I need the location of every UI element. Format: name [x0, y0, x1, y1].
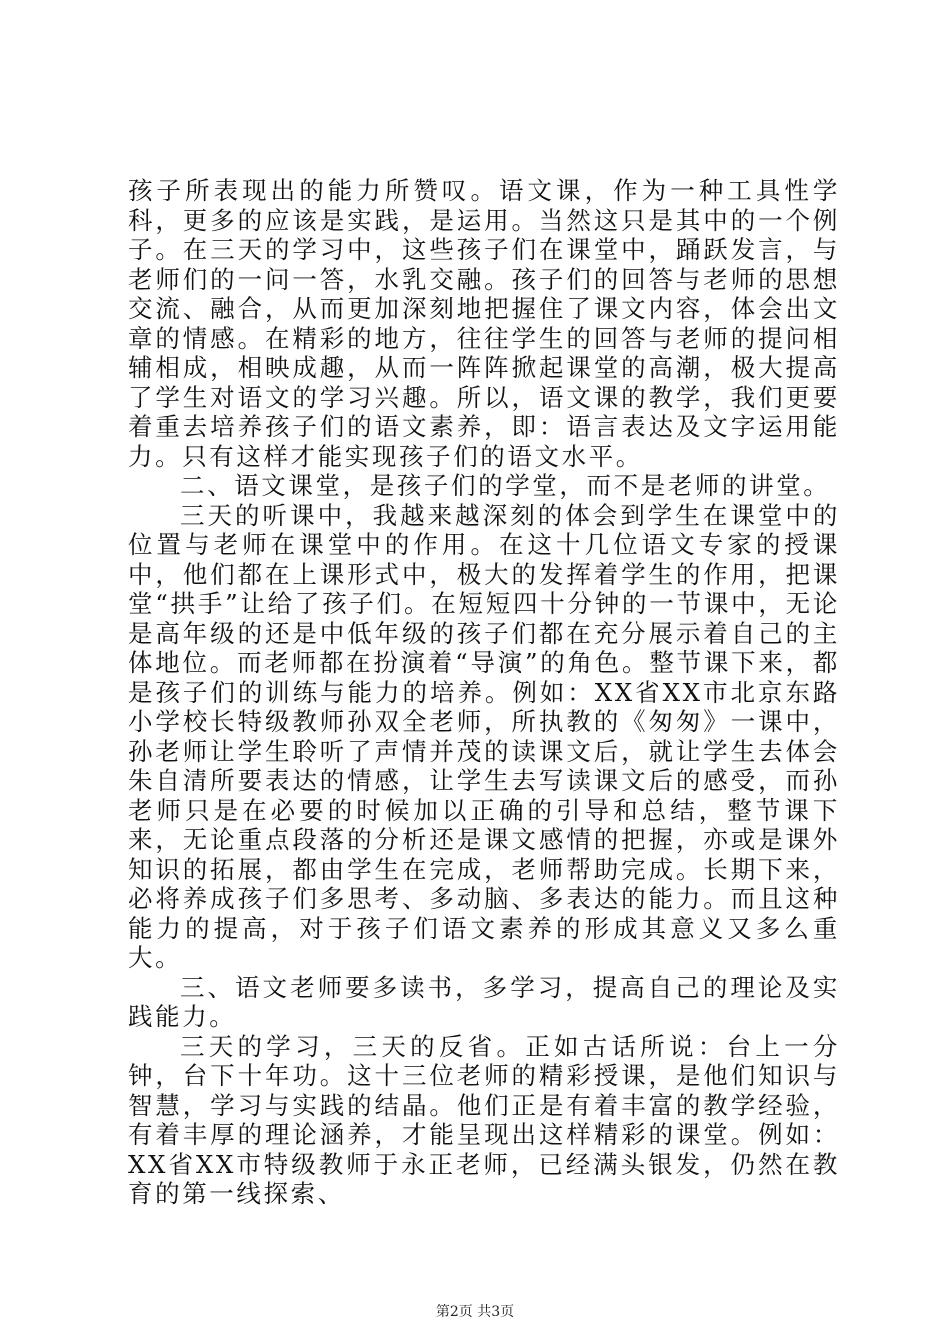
paragraph-continued: 孩子所表现出的能力所赞叹。语文课，作为一种工具性学科，更多的应该是实践，是运用。当然这只是其中的一个例子。在三天的学习中，这些孩子们在课堂中，踊跃发言，与老师们的一问一答，水乳交融。孩子们的回答与老师的思想交流、融合，从而更加深刻地把握住了课文内容，体会出文章的情感。在精彩的地方，往往学生的回答与老师的提问相辅相成，相映成趣，从而一阵阵掀起课堂的高潮，极大提高了学生对语文的学习兴趣。所以，语文课的教学，我们更要着重去培养孩子们的语文素养，即：语言表达及文字运用能力。只有这样才能实现孩子们的语文水平。	[128, 176, 840, 471]
document-body	[128, 176, 840, 1209]
section-heading-2: 二、语文课堂，是孩子们的学堂，而不是老师的讲堂。	[180, 471, 831, 500]
paragraph-section-2: 三天的听课中，我越来越深刻的体会到学生在课堂中的位置与老师在课堂中的作用。在这十几位语文专家的授课中，他们都在上课形式中，极大的发挥着学生的作用，把课堂“拱手”让给了孩子们。在短短四十分钟的一节课中，无论是高年级的还是中低年级的孩子们都在充分展示着自己的主体地位。而老师都在扮演着“导演”的角色。整节课下来，都是孩子们的训练与能力的培养。例如：XX省XX市北京东路小学校长特级教师孙双全老师，所执教的《匆匆》一课中，孙老师让学生聆听了声情并茂的读课文后，就让学生去体会朱自清所要表达的情感，让学生去写读课文后的感受，而孙老师只是在必要的时候加以正确的引导和总结，整节课下来，无论重点段落的分析还是课文感情的把握，亦或是课外知识的拓展，都由学生在完成，老师帮助完成。长期下来，必将养成孩子们多思考、多动脑、多表达的能力。而且这种能力的提高，对于孩子们语文素养的形成其意义又多么重大。	[128, 500, 840, 972]
paragraph-section-3: 三天的学习，三天的反省。正如古话所说：台上一分钟，台下十年功。这十三位老师的精彩授课，是他们知识与智慧，学习与实践的结晶。他们正是有着丰富的教学经验，有着丰厚的理论涵养，才能呈现出这样精彩的课堂。例如：XX省XX市特级教师于永正老师，已经满头银发，仍然在教育的第一线探索、	[128, 1031, 840, 1208]
page-footer: 第2页 共3页	[435, 1304, 515, 1320]
section-heading-3: 三、语文老师要多读书，多学习，提高自己的理论及实践能力。	[128, 972, 840, 1031]
